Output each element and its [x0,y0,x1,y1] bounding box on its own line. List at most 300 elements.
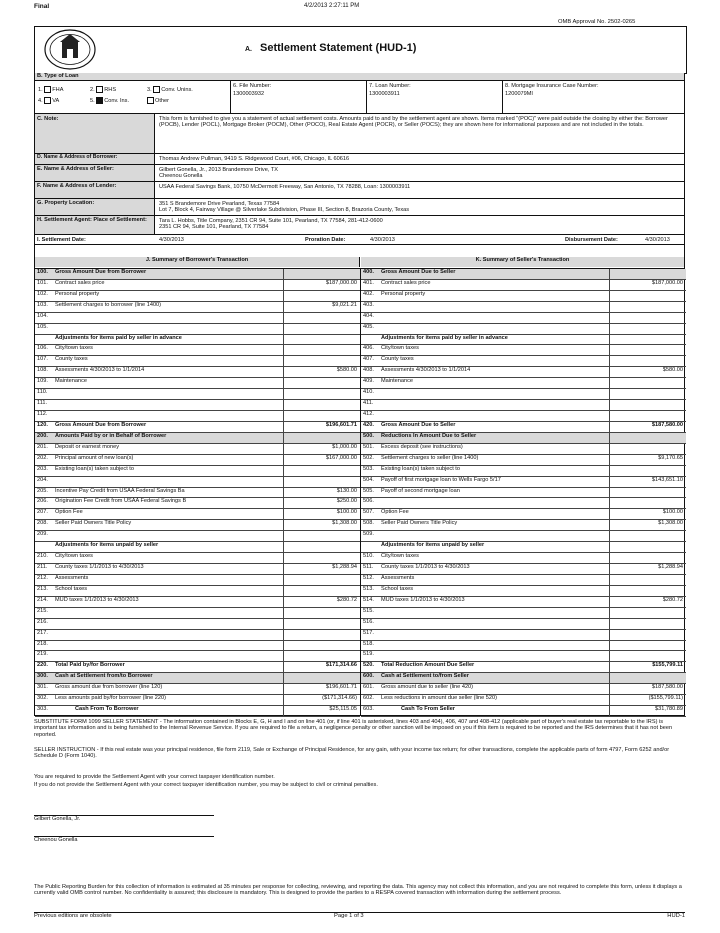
summary-columns [34,268,685,716]
line-number: 104. [37,312,48,319]
column-divider [609,553,610,563]
column-divider [609,335,610,345]
loan-option-no: 5. [90,97,95,104]
borrower-label: D. Name & Address of Borrower: [35,154,155,164]
column-divider [283,673,284,683]
loan-option-conv-unins[interactable] [147,86,193,93]
seller-instruction-text: SELLER INSTRUCTION - If this real estate was your principal residence, file form 2119, Sale or Exchange of Principal Residence, for any gain, with your income tax return; for other transactions, complete the applicable parts of form 4797, Form 6252 and/or Schedule D (Form 1040). [34,747,670,760]
line-number: 213. [37,585,48,592]
line-description: County taxes [381,356,414,363]
line-number: 404. [363,312,374,319]
line-description: Existing loan(s) taken subject to [55,465,134,472]
column-divider [283,324,284,334]
line-amount: $580.00 [336,367,357,374]
mortgage-insurance-value: 1200079MI [505,91,533,97]
column-divider [283,531,284,541]
checkbox-icon[interactable] [44,86,51,93]
checkbox-icon[interactable] [44,97,51,104]
page-footer [34,912,685,921]
line-number: 514. [363,596,374,603]
line-number: 400. [363,269,374,275]
borrower-summary-table [35,269,361,715]
table-row [35,498,360,509]
line-description: Cash To From Seller [401,706,455,713]
footer-page-number: Page 1 of 3 [334,913,364,919]
line-description: County taxes 1/1/2013 to 4/30/2013 [55,564,144,571]
table-row [35,531,360,542]
line-description: Less reductions in amount due seller (line 520) [381,695,497,702]
column-divider [283,586,284,596]
line-number: 108. [37,367,48,374]
table-row [361,553,686,564]
column-divider [283,280,284,290]
line-number: 206. [37,498,48,505]
line-description: Adjustments for items unpaid by seller [55,542,159,549]
table-row [361,695,686,706]
settlement-agent-row [34,216,685,235]
summary-titles [34,245,685,268]
status-label: Final [34,3,50,10]
line-amount: $100.00 [336,509,357,516]
table-row [361,531,686,542]
column-divider [283,684,284,694]
line-amount: $25,115.05 [329,706,357,713]
line-number: 103. [37,301,48,308]
line-amount: $171,314.66 [325,662,357,669]
loan-option-other[interactable] [147,97,169,104]
line-number: 402. [363,290,374,297]
line-description: Payoff of first mortgage loan to Wells Fargo 5/17 [381,476,501,483]
column-divider [283,335,284,345]
title-letter: A. [245,46,252,53]
line-description: Contract sales price [55,279,105,286]
line-amount: $580.00 [662,367,683,374]
settlement-agent-label: H. Settlement Agent: Place of Settlement: [35,216,155,234]
line-amount: $187,580.00 [651,421,683,428]
borrower-row [34,154,685,165]
table-row [361,356,686,367]
loan-option-no: 3. [147,86,152,93]
footer-editions: Previous editions are obsolete [34,913,112,919]
line-description: School taxes [381,585,414,592]
column-divider [283,695,284,705]
table-row [361,422,686,433]
table-row [361,455,686,466]
table-row [361,291,686,302]
mortgage-insurance-label: 8. Mortgage Insurance Case Number: [505,83,599,89]
column-divider [609,575,610,585]
column-divider [283,553,284,563]
line-number: 120. [37,421,48,428]
table-row [361,706,686,717]
note-section [34,114,685,154]
line-number: 519. [363,651,374,658]
column-divider [283,498,284,508]
tin-notice-2: If you do not provide the Settlement Agent with your correct taxpayer identification number, you may be subject to civil or criminal penalties. [34,782,378,788]
type-of-loan-section [34,81,685,114]
type-of-loan-heading-row [34,73,685,81]
column-divider [609,498,610,508]
line-amount: $280.72 [662,596,683,603]
column-divider [283,422,284,432]
line-number: 216. [37,618,48,625]
line-description: County taxes [55,356,88,363]
table-row [361,433,686,444]
line-number: 501. [363,443,374,450]
table-row [361,575,686,586]
line-description: Cash at Settlement from/to Borrower [55,673,153,680]
table-row [35,433,360,444]
column-divider [609,444,610,454]
lender-label: F. Name & Address of Lender: [35,182,155,198]
column-divider [609,411,610,421]
column-divider [283,378,284,388]
form-header [34,26,687,74]
table-row [35,564,360,575]
column-divider [609,269,610,279]
line-description: Cash at Settlement to/from Seller [381,673,469,680]
line-description: Origination Fee Credit from USAA Federal Savings B [55,498,187,505]
line-number: 200. [37,432,48,439]
table-row [361,597,686,608]
line-number: 219. [37,651,48,658]
line-description: Assessments [381,574,415,581]
column-divider [283,345,284,355]
table-row [35,389,360,400]
table-row [361,684,686,695]
table-row [361,619,686,630]
column-divider [283,564,284,574]
table-row [35,378,360,389]
loan-option-label: FHA [52,86,64,93]
checkbox-icon[interactable] [96,86,103,93]
signature-line-1[interactable] [34,815,214,822]
table-row [35,509,360,520]
table-row [361,564,686,575]
line-description: Gross Amount Due from Borrower [55,269,147,275]
line-number: 210. [37,553,48,560]
line-description: Less amounts paid by/for borrower (line 220) [55,695,166,702]
column-divider [609,389,610,399]
table-row [35,313,360,324]
column-divider [283,400,284,410]
table-row [361,477,686,488]
column-divider [283,542,284,552]
table-row [35,608,360,619]
line-number: 303. [37,706,48,713]
line-number: 507. [363,509,374,516]
loan-option-no: 2. [90,86,95,93]
file-number-label: 6. File Number: [233,83,272,89]
table-row [35,291,360,302]
line-number: 201. [37,443,48,450]
lender-value: USAA Federal Savings Bank, 10750 McDermott Freeway, San Antonio, TX 78288, Loan: 1300003911 [159,184,411,190]
column-divider [609,378,610,388]
table-row [35,695,360,706]
line-number: 208. [37,520,48,527]
line-description: Excess deposit (see instructions) [381,443,463,450]
table-row [35,520,360,531]
column-divider [283,651,284,661]
table-row [35,324,360,335]
table-row [361,662,686,673]
line-description: Assessments [55,574,89,581]
column-divider [609,684,610,694]
table-row [361,586,686,597]
line-number: 111. [37,400,48,407]
property-row [34,199,685,216]
table-row [35,422,360,433]
checkbox-icon[interactable] [153,86,160,93]
loan-option-fha[interactable] [38,86,63,93]
line-amount: $1,288.94 [658,564,683,571]
table-row [35,444,360,455]
line-description: Incentive Pay Credit from USAA Federal Savings Ba [55,487,185,494]
column-divider [283,597,284,607]
column-divider [609,345,610,355]
line-description: Gross Amount Due from Borrower [55,421,147,428]
line-number: 602. [363,695,374,702]
page-title [245,42,416,55]
table-row [35,706,360,717]
column-divider [609,291,610,301]
column-divider [609,477,610,487]
column-divider [609,488,610,498]
checkbox-icon[interactable] [147,97,154,104]
table-row [35,597,360,608]
table-row [35,586,360,597]
column-divider [283,619,284,629]
column-divider [283,575,284,585]
line-number: 220. [37,662,48,669]
table-row [35,400,360,411]
line-description: City/town taxes [55,345,93,352]
column-divider [609,695,610,705]
line-amount: $1,308.00 [332,520,357,527]
column-divider [283,662,284,672]
column-divider [609,651,610,661]
column-divider [609,564,610,574]
column-divider [283,455,284,465]
column-divider [283,641,284,651]
table-row [35,269,360,280]
line-amount: $187,580.00 [651,684,683,691]
table-row [35,335,360,346]
line-number: 110. [37,389,48,396]
table-row [361,313,686,324]
table-row [35,411,360,422]
table-row [361,411,686,422]
line-description: Cash From To Borrower [75,706,139,713]
line-amount: $130.00 [336,487,357,494]
line-description: Reductions In Amount Due to Seller [381,432,477,439]
seller-row [34,165,685,182]
loan-option-va[interactable] [38,97,59,104]
line-amount: $31,780.89 [655,706,683,713]
line-number: 508. [363,520,374,527]
table-row [361,509,686,520]
table-row [35,641,360,652]
checkbox-checked-icon[interactable] [96,97,103,104]
dates-row [34,235,685,245]
line-description: Personal property [55,290,100,297]
line-number: 301. [37,684,48,691]
column-divider [283,444,284,454]
lender-row [34,182,685,199]
line-number: 518. [363,640,374,647]
table-row [35,477,360,488]
tin-notice-1: You are required to provide the Settlement Agent with your correct taxpayer identification number. [34,774,275,780]
table-row [35,673,360,684]
line-description: Gross amount due from borrower (line 120) [55,684,163,691]
line-number: 408. [363,367,374,374]
table-row [35,280,360,291]
table-row [35,455,360,466]
line-description: Contract sales price [381,279,431,286]
column-divider [609,608,610,618]
line-amount: $9,021.21 [332,301,357,308]
line-description: Adjustments for items paid by seller in advance [381,334,508,341]
column-divider [283,313,284,323]
table-row [361,280,686,291]
line-number: 513. [363,585,374,592]
line-number: 100. [37,269,48,275]
note-text: This form is furnished to give you a statement of actual settlement costs. Amounts paid to and by the settlement agent are shown. Items marked "(POC)" were paid outside the closing by either the: Borrower (POCB), Lender (POCL), Mortgage Broker (POCM), Other (POCO), Real Estate Agent (POCR), or Seller (POCS); they are shown here for informational purposes and are not included in the totals. [159,116,668,129]
signature-name-2: Cheenou Gonella [34,837,78,843]
table-row [361,269,686,280]
line-number: 410. [363,389,374,396]
line-number: 204. [37,476,48,483]
line-amount: $155,799.11 [652,662,683,669]
line-number: 105. [37,323,48,330]
loan-option-conv-ins[interactable] [90,97,129,104]
table-row [35,302,360,313]
disbursement-date-label: Disbursement Date: [565,237,618,243]
print-datetime: 4/2/2013 2:27:11 PM [304,3,360,9]
line-description: Option Fee [55,509,83,516]
table-row [361,651,686,662]
line-amount: $167,000.00 [325,454,357,461]
line-number: 511. [363,564,374,571]
line-number: 209. [37,531,48,538]
line-number: 217. [37,629,48,636]
table-row [35,630,360,641]
line-number: 405. [363,323,374,330]
column-divider [609,466,610,476]
settlement-agent-value: Tara L. Hobbs, Title Company, 2351 CR 94, Suite 101, Pearland, TX 77584, 281-412-0600 2351 CR 94, Suite 101, Pearland, TX 77584 [159,218,383,231]
line-number: 101. [37,279,48,286]
table-row [361,335,686,346]
signature-line-2[interactable] [34,836,214,843]
line-description: Total Reduction Amount Due Seller [381,662,475,669]
line-description: Maintenance [381,378,414,385]
line-description: Gross amount due to seller (line 420) [381,684,474,691]
line-description: Maintenance [55,378,88,385]
column-divider [609,531,610,541]
line-number: 504. [363,476,374,483]
line-number: 409. [363,378,374,385]
seller-summary-table [361,269,686,715]
table-row [361,608,686,619]
table-row [35,651,360,662]
type-of-loan-heading: B. Type of Loan [35,73,684,80]
title-text: Settlement Statement (HUD-1) [260,42,417,54]
line-number: 407. [363,356,374,363]
line-amount: $196,601.71 [325,421,357,428]
loan-type-options [35,81,231,114]
column-divider [609,673,610,683]
line-number: 207. [37,509,48,516]
table-row [361,520,686,531]
line-number: 520. [363,662,374,669]
column-divider [283,706,284,716]
column-divider [609,356,610,366]
table-row [361,498,686,509]
column-divider [609,520,610,530]
line-number: 302. [37,695,48,702]
property-value: 351 S Brandemore Drive Pearland, Texas 77584 Lot 7, Block 4, Fairway Village @ Silverlake Subdivision, Phase III, Section 8, Brazoria County, Texas [159,201,410,214]
line-amount: $1,308.00 [658,520,683,527]
table-row [35,367,360,378]
column-divider [609,662,610,672]
column-divider [283,466,284,476]
column-divider [609,597,610,607]
line-number: 517. [363,629,374,636]
line-number: 215. [37,607,48,614]
column-divider [609,324,610,334]
line-number: 401. [363,279,374,286]
loan-option-no: 1. [38,86,43,93]
column-divider [283,411,284,421]
seller-label: E. Name & Address of Seller: [35,165,155,181]
table-row [35,662,360,673]
line-amount: $187,000.00 [651,279,683,286]
hud-seal-icon [43,29,97,70]
column-divider [609,619,610,629]
table-row [35,619,360,630]
line-description: County taxes 1/1/2013 to 4/30/2013 [381,564,470,571]
column-divider [283,356,284,366]
line-number: 205. [37,487,48,494]
table-row [35,553,360,564]
loan-option-label: RHS [104,86,117,93]
column-divider [283,389,284,399]
line-description: Settlement charges to borrower (line 1400) [55,301,162,308]
line-number: 412. [363,411,374,418]
column-divider [609,509,610,519]
loan-number-label: 7. Loan Number: [369,83,411,89]
line-number: 102. [37,290,48,297]
line-number: 203. [37,465,48,472]
line-number: 600. [363,673,374,680]
loan-option-rhs[interactable] [90,86,116,93]
line-number: 202. [37,454,48,461]
proration-date-label: Proration Date: [305,237,346,243]
table-row [35,345,360,356]
line-number: 300. [37,673,48,680]
column-divider [609,422,610,432]
line-description: Deposit or earnest money [55,443,120,450]
line-number: 107. [37,356,48,363]
table-row [361,324,686,335]
line-amount: $250.00 [336,498,357,505]
top-line [34,3,684,12]
table-row [361,488,686,499]
line-amount: ($171,314.66) [322,695,357,702]
line-number: 112. [37,411,48,418]
loan-number-box [366,81,503,114]
line-amount: $1,288.94 [332,564,357,571]
